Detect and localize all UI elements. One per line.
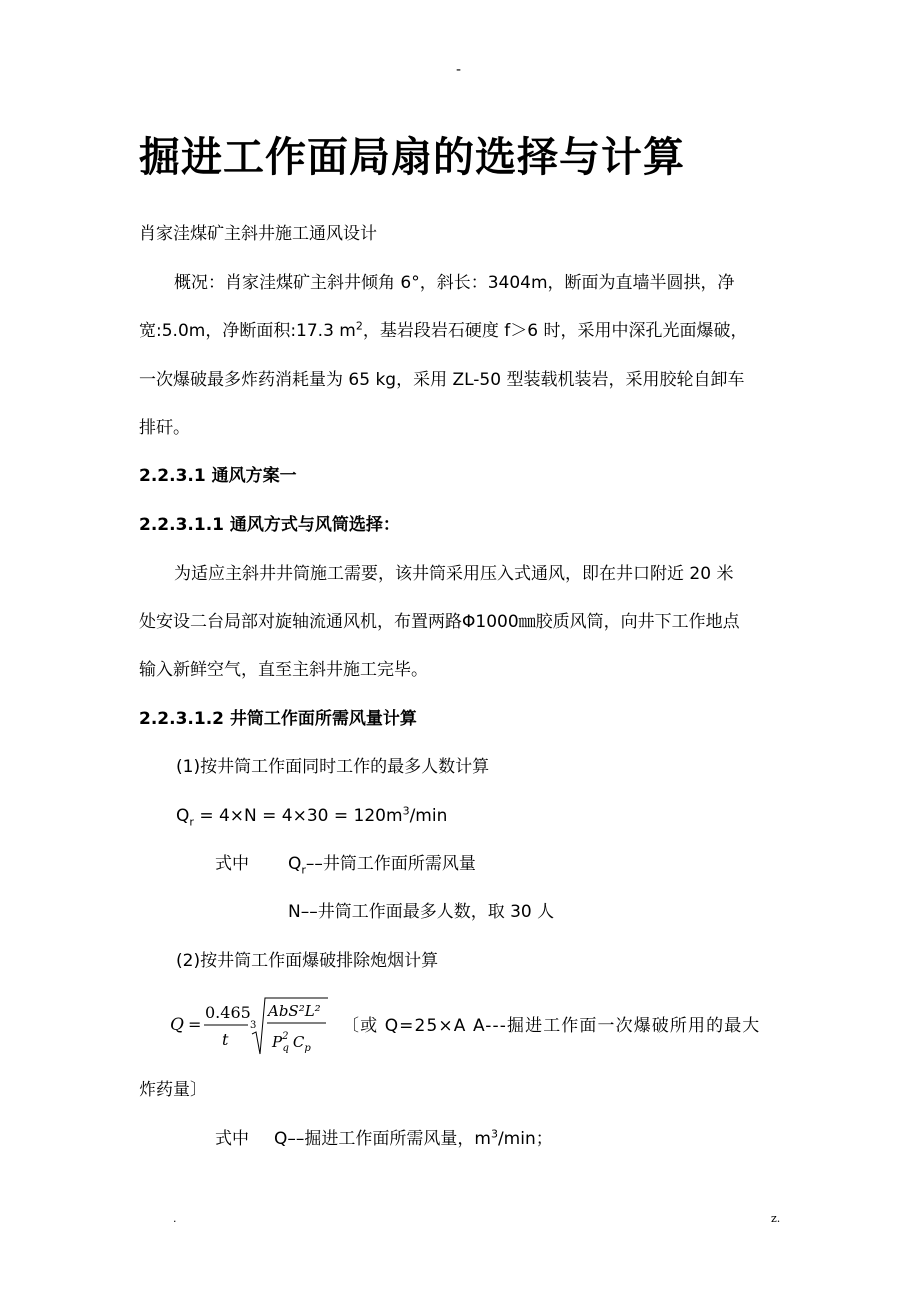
formula-radicand-numerator: AbS²L²	[268, 1002, 321, 1020]
formula-numerator: 0.465	[205, 1003, 251, 1022]
formula-denominator: t	[222, 1030, 229, 1049]
ventilation-line-2: 处安设二台局部对旋轴流通风机，布置两路Φ1000㎜胶质风筒，向井下工作地点	[139, 612, 740, 632]
ventilation-line-3: 输入新鲜空气，直至主斜井施工完毕。	[139, 660, 428, 680]
ventilation-line-1: 为适应主斜井井筒施工需要，该井筒采用压入式通风，即在井口附近 20 米	[174, 564, 734, 584]
subtitle: 肖家洼煤矿主斜井施工通风设计	[139, 224, 377, 244]
overview-line-2: 宽:5.0m，净断面积:17.3 $m^2$，基岩段岩石硬度 f＞6 时，采用中深孔光面爆破，	[139, 319, 748, 341]
calc1-definition-n: N––井筒工作面最多人数，取 30 人	[288, 902, 555, 922]
overview-line-3: 一次爆破最多炸药消耗量为 65 kg，采用 ZL-50 型装载机装岩，采用胶轮自卸车	[139, 370, 745, 390]
formula-lhs: Q	[170, 1015, 184, 1035]
calc2-where-label: 式中	[215, 1129, 249, 1149]
calc2-heading: (2)按井筒工作面爆破排除炮烟计算	[176, 951, 439, 971]
section-heading-2-2-3-1-2: 2.2.3.1.2 井筒工作面所需风量计算	[139, 709, 417, 729]
calc1-equation: $Q_r = 4\times N = 4\times 30 = 120m^3/\min$	[176, 804, 448, 829]
calc2-note-line-1: 〔或 Q=25×A A---掘进工作面一次爆破所用的最大	[342, 1016, 761, 1036]
smoke-formula	[168, 992, 340, 1060]
overview-line-1: 概况：肖家洼煤矿主斜井倾角 6°，斜长：3404m，断面为直墙半圆拱，净	[174, 273, 735, 293]
section-heading-2-2-3-1-1: 2.2.3.1.1 通风方式与风筒选择：	[139, 515, 400, 535]
calc1-definition-qr: $Q_r--$井筒工作面所需风量	[288, 854, 476, 877]
formula-radicand-denominator: $P^2$ q $C_p$	[272, 1031, 311, 1054]
header-mark: -	[456, 62, 462, 78]
formula-root-index: 3	[250, 1020, 257, 1031]
footer-right-mark: z.	[771, 1212, 781, 1225]
calc2-definition-q: Q––掘进工作面所需风量，$m^3/\min$；	[274, 1127, 553, 1149]
overview-line-4: 排矸。	[139, 418, 190, 438]
calc2-note-line-2: 炸药量〕	[139, 1080, 207, 1100]
calc1-where-label: 式中	[215, 854, 249, 874]
calc1-heading: (1)按井筒工作面同时工作的最多人数计算	[176, 757, 490, 777]
footer-left-mark: .	[173, 1212, 177, 1225]
section-heading-2-2-3-1: 2.2.3.1 通风方案一	[139, 466, 297, 486]
formula-eq: =	[188, 1015, 202, 1034]
page-title: 掘进工作面局扇的选择与计算	[139, 133, 685, 181]
